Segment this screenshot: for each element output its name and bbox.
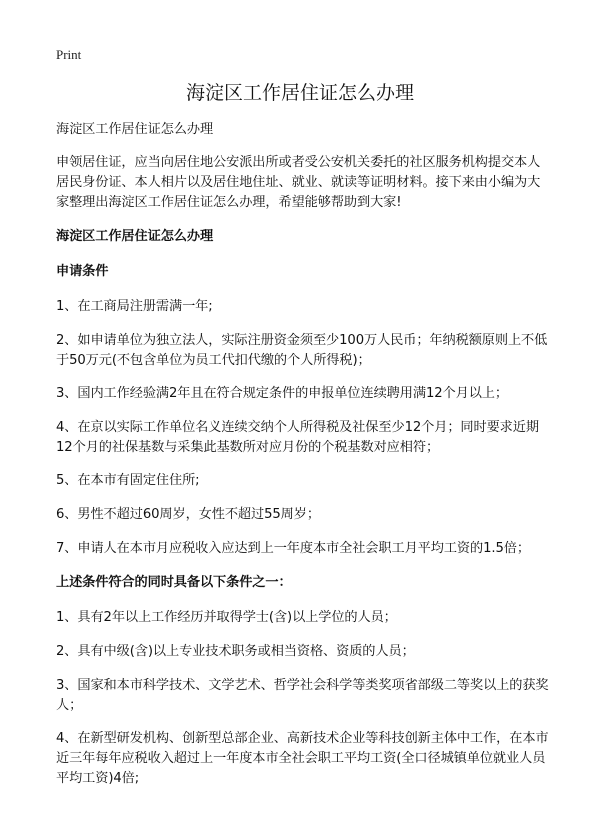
condition-item: 1、在工商局注册需满一年; <box>56 299 213 314</box>
print-link[interactable]: Print <box>56 47 82 62</box>
condition-item: 2、如申请单位为独立法人，实际注册资金须至少100万人民币；年纳税额原则上不低于50万元(不包含单位为员工代扣代缴的个人所得税)； <box>56 333 548 368</box>
condition-item: 5、在本市有固定住住所; <box>56 473 200 488</box>
article-body <box>56 120 552 802</box>
condition-item: 6、男性不超过60周岁，女性不超过55周岁； <box>56 507 320 522</box>
condition-item: 3、国内工作经验满2年且在符合规定条件的申报单位连续聘用满12个月以上； <box>56 386 508 401</box>
additional-item: 1、具有2年以上工作经历并取得学士(含)以上学位的人员； <box>56 610 397 625</box>
article-subtitle: 海淀区工作居住证怎么办理 <box>56 122 214 137</box>
page-title: 海淀区工作居住证怎么办理 <box>185 82 414 104</box>
additional-heading: 上述条件符合的同时具备以下条件之一： <box>56 575 292 590</box>
additional-item: 2、具有中级(含)以上专业技术职务或相当资格、资质的人员； <box>56 644 415 659</box>
condition-item: 4、在京以实际工作单位名义连续交纳个人所得税及社保至少12个月；同时要求近期12个月的社保基数与采集此基数所对应月份的个税基数对应相符； <box>56 420 539 455</box>
additional-item: 3、国家和本市科学技术、文学艺术、哲学社会科学等类奖项省部级二等奖以上的获奖人； <box>56 678 549 713</box>
additional-item: 4、在新型研发机构、创新型总部企业、高新技术企业等科技创新主体中工作，在本市近三年每年应税收入超过上一年度本市全社会职工平均工资(全口径城镇单位就业人员平均工资)4倍; <box>56 731 549 786</box>
intro-paragraph: 申领居住证，应当向居住地公安派出所或者受公安机关委托的社区服务机构提交本人居民身份证、本人相片以及居住地住址、就业、就读等证明材料。接下来由小编为大家整理出海淀区工作居住证怎么办理，希望能够帮助到大家! <box>56 155 541 210</box>
section-heading: 海淀区工作居住证怎么办理 <box>56 229 214 244</box>
conditions-heading: 申请条件 <box>56 264 109 279</box>
condition-item: 7、申请人在本市月应税收入应达到上一年度本市全社会职工月平均工资的1.5倍； <box>56 541 530 556</box>
